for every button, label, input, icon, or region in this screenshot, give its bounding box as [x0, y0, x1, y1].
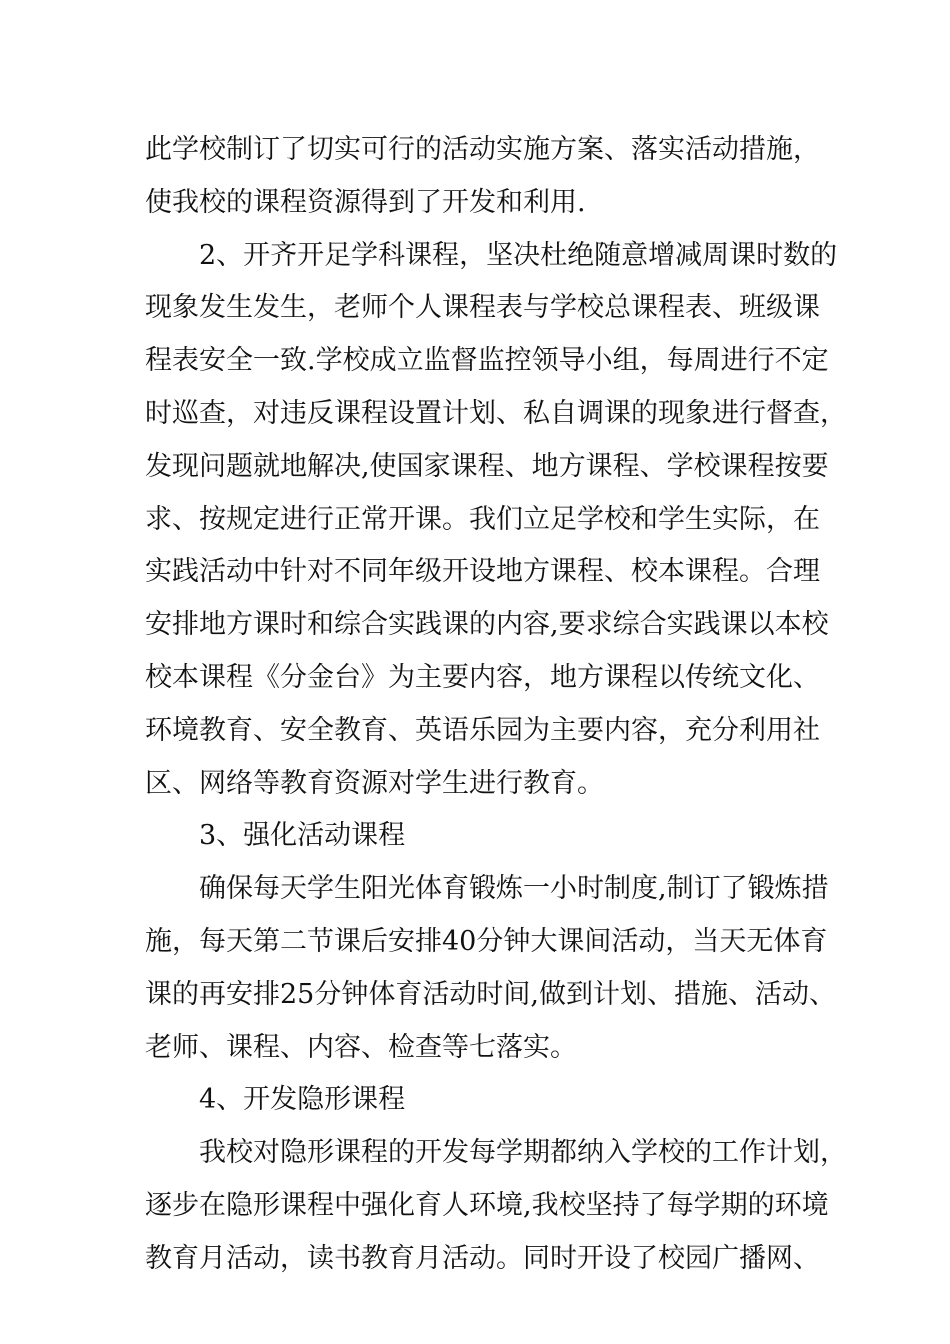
paragraph-line: 现象发生发生，老师个人课程表与学校总课程表、班级课	[145, 292, 820, 324]
paragraph-line: 老师、课程、内容、检查等七落实。	[145, 1031, 577, 1063]
paragraph-line: 安排地方课时和综合实践课的内容,要求综合实践课以本校	[145, 609, 829, 641]
paragraph-line: 此学校制订了切实可行的活动实施方案、落实活动措施，	[145, 134, 820, 165]
paragraph-line: 程表安全一致.学校成立监督监控领导小组，每周进行不定	[145, 345, 829, 377]
paragraph-line: 求、按规定进行正常开课。我们立足学校和学生实际，在	[145, 503, 820, 535]
section-2-first-line: 2、开齐开足学科课程，坚决杜绝随意增减周课时数的	[199, 239, 838, 271]
paragraph-line: 实践活动中针对不同年级开设地方课程、校本课程。合理	[145, 556, 820, 588]
section-4-heading: 4、开发隐形课程	[199, 1084, 406, 1116]
paragraph-first-line: 确保每天学生阳光体育锻炼一小时制度,制订了锻炼措	[199, 873, 829, 905]
paragraph-first-line: 我校对隐形课程的开发每学期都纳入学校的工作计划，	[199, 1137, 847, 1169]
paragraph-line: 时巡查，对违反课程设置计划、私自调课的现象进行督查，	[145, 397, 847, 429]
paragraph-line: 课的再安排25分钟体育活动时间,做到计划、措施、活动、	[145, 978, 836, 1010]
paragraph-line: 教育月活动，读书教育月活动。同时开设了校园广播网、	[145, 1242, 820, 1274]
paragraph-line: 使我校的课程资源得到了开发和利用.	[145, 186, 586, 218]
paragraph-line: 校本课程《分金台》为主要内容，地方课程以传统文化、	[145, 661, 820, 693]
paragraph-line: 区、网络等教育资源对学生进行教育。	[145, 767, 604, 799]
paragraph-line: 环境教育、安全教育、英语乐园为主要内容，充分利用社	[145, 714, 820, 746]
paragraph-line: 发现问题就地解决,使国家课程、地方课程、学校课程按要	[145, 450, 829, 482]
paragraph-line: 逐步在隐形课程中强化育人环境,我校坚持了每学期的环境	[145, 1189, 829, 1221]
paragraph-line: 施，每天第二节课后安排40分钟大课间活动，当天无体育	[145, 925, 828, 957]
document-body	[145, 124, 847, 1286]
section-3-heading: 3、强化活动课程	[199, 820, 406, 852]
